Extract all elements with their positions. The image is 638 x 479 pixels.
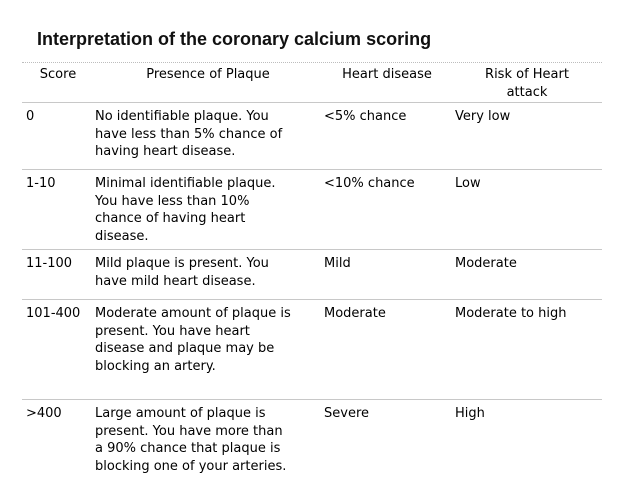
header-risk-of-heart-attack: Risk of Heart attack: [485, 67, 569, 100]
score-cell: >400: [26, 406, 62, 421]
header-score: Score: [39, 67, 77, 82]
risk-cell: High: [455, 406, 485, 421]
plaque-cell: Large amount of plaque is present. You have more than a 90% chance that plaque is blocking one of your arteries.: [95, 406, 287, 474]
page-title: Interpretation of the coronary calcium scoring: [37, 29, 432, 49]
score-cell: 1-10: [26, 176, 56, 191]
header-heart-disease: Heart disease: [342, 67, 432, 82]
risk-cell: Very low: [455, 109, 511, 124]
table-row: [22, 169, 602, 255]
table-row: [22, 102, 602, 170]
plaque-cell: No identifiable plaque. You have less than 5% chance of having heart disease.: [95, 109, 283, 159]
heart-disease-cell: Moderate: [324, 306, 386, 321]
heart-disease-cell: Severe: [324, 406, 369, 421]
heart-disease-cell: <10% chance: [324, 176, 415, 191]
score-cell: 101-400: [26, 306, 81, 321]
table-header-row: [22, 62, 602, 105]
header-presence-of-plaque: Presence of Plaque: [146, 67, 270, 82]
heart-disease-cell: <5% chance: [324, 109, 407, 124]
risk-cell: Moderate to high: [455, 306, 567, 321]
score-cell: 0: [26, 109, 35, 124]
table-row: [22, 249, 602, 300]
plaque-cell: Minimal identifiable plaque. You have less than 10% chance of having heart disease.: [95, 176, 276, 244]
plaque-cell: Moderate amount of plaque is present. You have heart disease and plaque may be blocking an artery.: [95, 306, 291, 374]
table-row: [22, 399, 602, 478]
risk-cell: Moderate: [455, 256, 517, 271]
risk-cell: Low: [455, 176, 481, 191]
plaque-cell: Mild plaque is present. You have mild heart disease.: [95, 256, 269, 289]
heart-disease-cell: Mild: [324, 256, 351, 271]
score-cell: 11-100: [26, 256, 73, 271]
table-row: [22, 299, 602, 400]
